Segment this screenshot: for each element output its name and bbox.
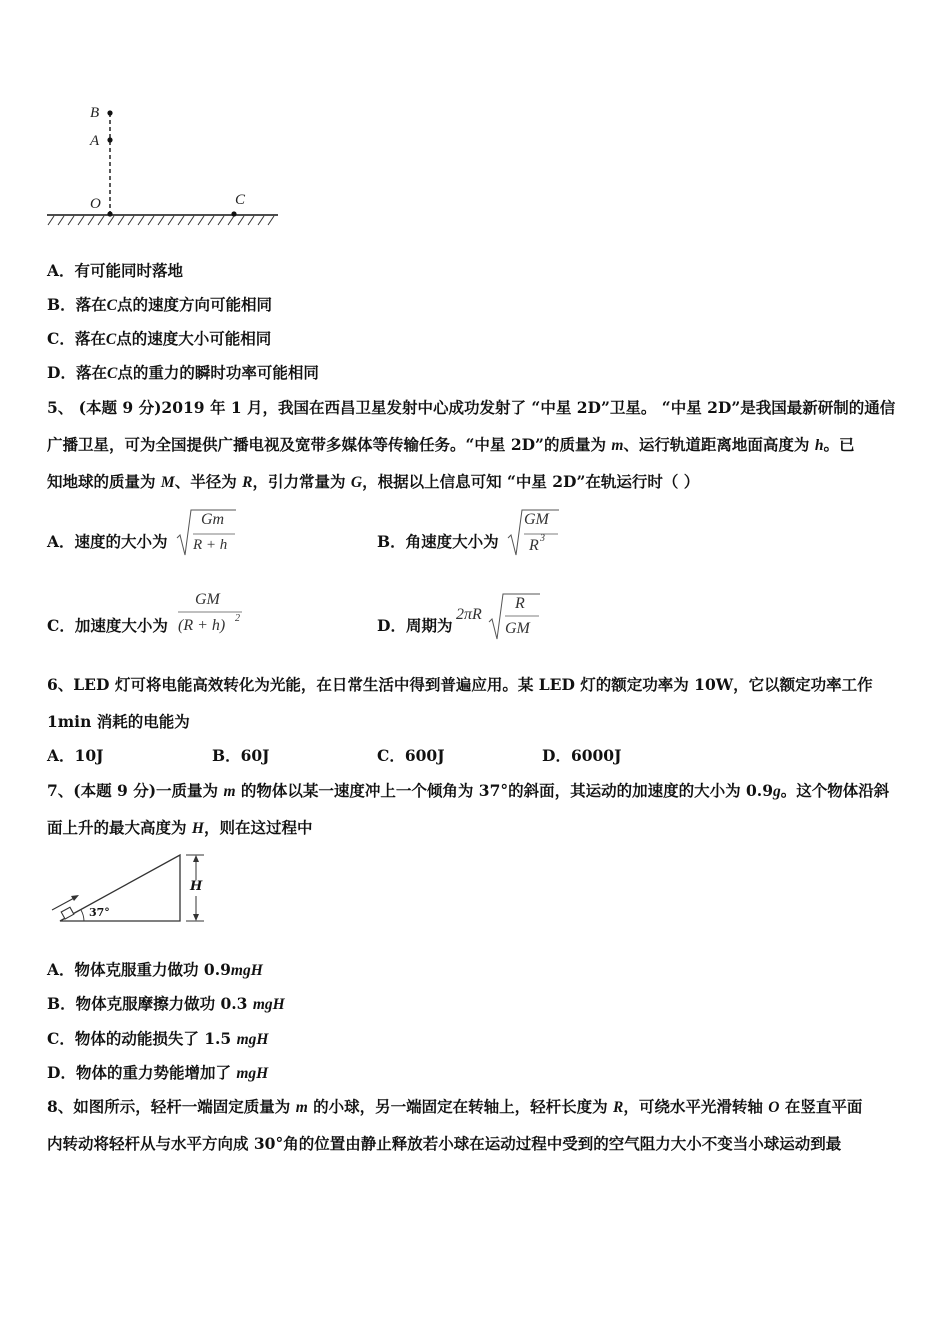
incline-height-label: H <box>190 879 203 894</box>
q8-stem-line2: 内转动将轻杆从与水平方向成 30°角的位置由静止释放若小球在运动过程中受到的空气阻力大小不变当小球运动到最 <box>47 1134 842 1153</box>
q5-option-b-formula: GM R 3 <box>507 508 561 558</box>
q5-option-b: B．角速度大小为 <box>377 532 499 551</box>
q7-option-c: C．物体的动能损失了 1.5 mgH <box>47 1029 269 1048</box>
q6-stem-line2: 1min 消耗的电能为 <box>47 712 190 731</box>
figure-incline <box>46 848 216 928</box>
q5-option-a-formula: Gm R + h <box>176 508 238 558</box>
label-point-a: A <box>90 133 100 149</box>
label-point-c: C <box>235 192 246 208</box>
q6-option-b: B．60J <box>212 746 270 765</box>
q5-stem-line2: 广播卫星，可为全国提供广播电视及宽带多媒体等传输任务。“中星 2D”的质量为 m、运行轨道距离地面高度为 h。已 <box>47 435 855 454</box>
q5-option-c-formula: GM (R + h) 2 <box>176 590 246 640</box>
incline-angle-label: 37° <box>89 906 110 919</box>
figure-drop-points <box>44 100 284 235</box>
q4-option-c: C．落在C点的速度大小可能相同 <box>47 329 272 348</box>
q8-stem-line1: 8、如图所示，轻杆一端固定质量为 m 的小球，另一端固定在转轴上，轻杆长度为 R，可绕水平光滑转轴 O 在竖直平面 <box>47 1097 863 1116</box>
q4-option-a: A．有可能同时落地 <box>47 261 184 280</box>
q5-option-a: A．速度的大小为 <box>47 532 168 551</box>
q4-option-d: D．落在C点的重力的瞬时功率可能相同 <box>47 363 319 382</box>
q5-option-d-formula: 2πR R GM <box>456 592 542 642</box>
q6-option-a: A．10J <box>47 746 104 765</box>
q5-stem-line1: 5、 (本题 9 分)2019 年 1 月，我国在西昌卫星发射中心成功发射了 “中星 2D”卫星。 “中星 2D”是我国最新研制的通信 <box>47 398 896 417</box>
q6-option-d: D．6000J <box>542 746 622 765</box>
q5-stem-line3: 知地球的质量为 M、半径为 R，引力常量为 G，根据以上信息可知 “中星 2D”在轨运行时（ ） <box>47 472 700 491</box>
q5-option-c: C．加速度大小为 <box>47 616 168 635</box>
q6-option-c: C．600J <box>377 746 445 765</box>
q6-stem-line1: 6、LED 灯可将电能高效转化为光能，在日常生活中得到普遍应用。某 LED 灯的额定功率为 10W，它以额定功率工作 <box>47 675 873 694</box>
q4-option-b: B．落在C点的速度方向可能相同 <box>47 295 272 314</box>
label-point-o: O <box>90 196 101 212</box>
q7-option-a: A．物体克服重力做功 0.9mgH <box>47 960 263 979</box>
q7-option-b: B．物体克服摩擦力做功 0.3 mgH <box>47 994 285 1013</box>
q7-option-d: D．物体的重力势能增加了 mgH <box>47 1063 269 1082</box>
label-point-b: B <box>90 105 100 121</box>
q7-stem-line1: 7、(本题 9 分)一质量为 m 的物体以某一速度冲上一个倾角为 37°的斜面，其运动的加速度的大小为 0.9g。这个物体沿斜 <box>47 781 890 800</box>
q5-option-d: D．周期为 <box>377 616 453 635</box>
figure-drop-points-svg <box>44 100 284 235</box>
q7-stem-line2: 面上升的最大高度为 H，则在这过程中 <box>47 818 313 837</box>
